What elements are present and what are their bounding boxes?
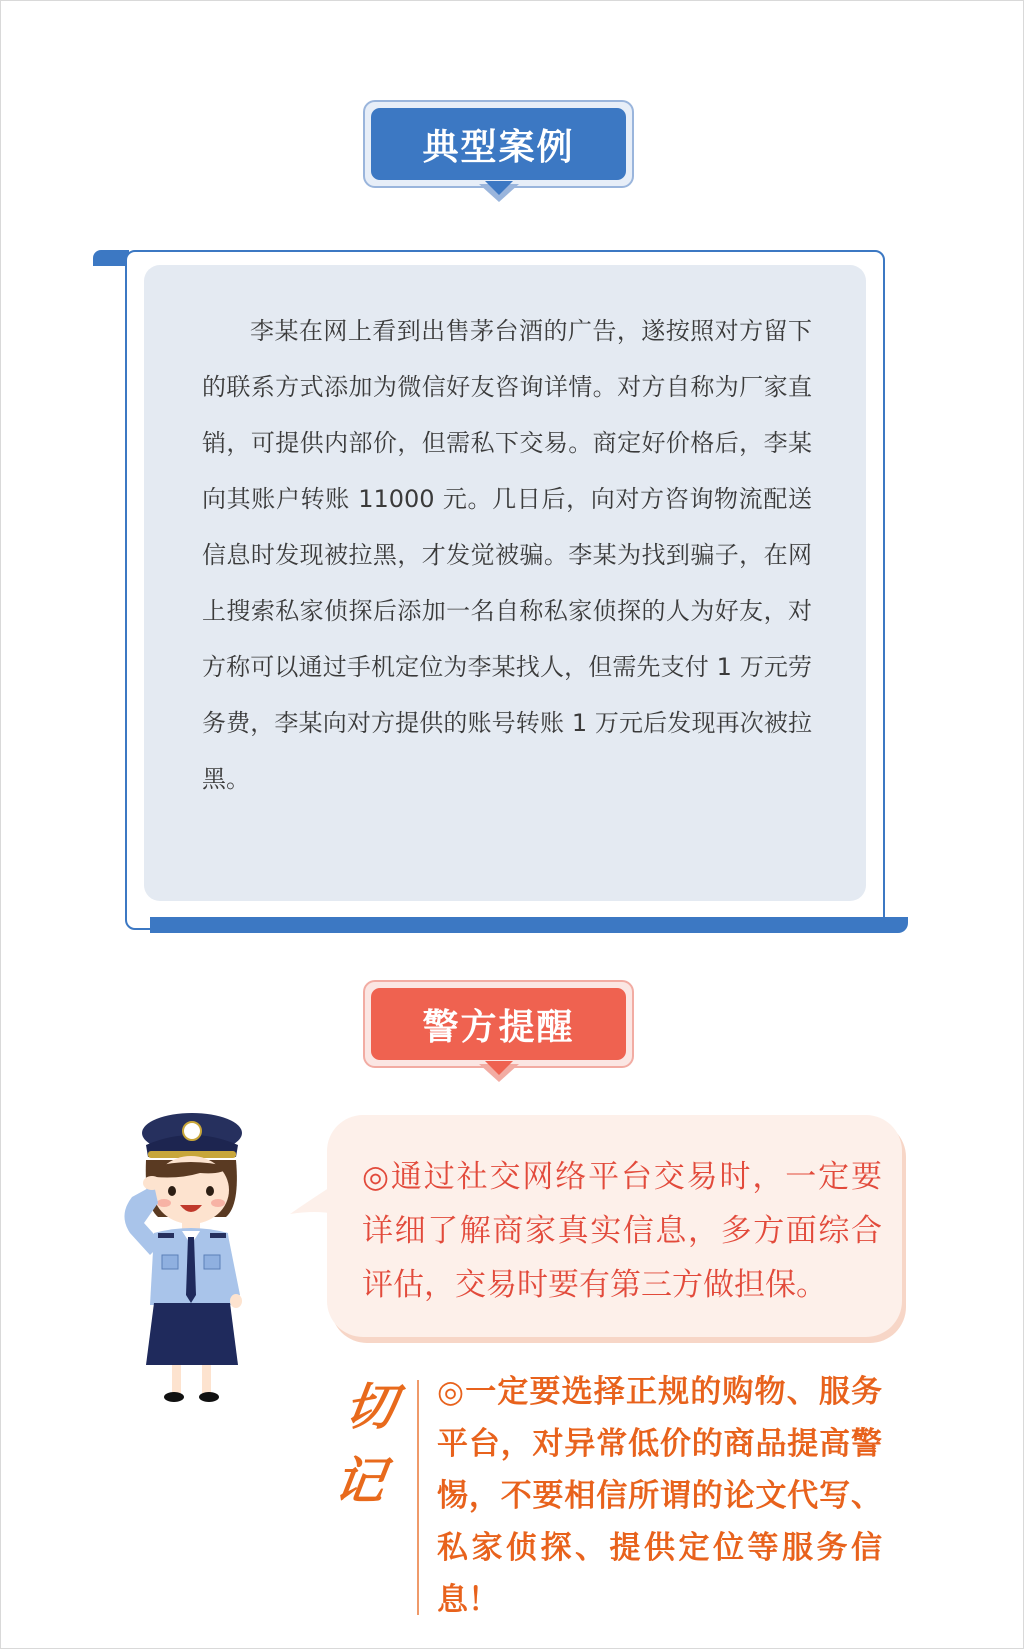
scroll-bottom-decoration [150,917,908,933]
police-title-badge [363,980,634,1068]
police-tip-text: ◎通过社交网络平台交易时，一定要详细了解商家真实信息，多方面综合评估，交易时要有第三方做担保。 [362,1159,882,1303]
police-title: 警方提醒 [371,988,626,1060]
case-title: 典型案例 [371,108,626,180]
remember-text: ◎一定要选择正规的购物、服务平台，对异常低价的商品提高警惕，不要相信所谓的论文代写、私家侦探、提供定位等服务信息！ [437,1374,882,1618]
remember-title-char-2: 记 [330,1451,390,1510]
case-title-badge [363,100,634,188]
remember-divider [417,1380,419,1615]
scroll-tab-decoration [93,250,129,266]
police-officer-illustration [110,1105,270,1405]
remember-title-char-1: 切 [341,1377,400,1436]
case-story-text: 李某在网上看到出售茅台酒的广告，遂按照对方留下的联系方式添加为微信好友咨询详情。对方自称为厂家直销，可提供内部价，但需私下交易。商定好价格后，李某向其账户转账 11000 元。几日后，向对方咨询物流配送信息时发现被拉黑，才发觉被骗。李某为找到骗子，在网上搜索私家侦探后添加一名自称私家侦探的人为好友，对方称可以通过手机定位为李某找人，但需先支付 1 万元劳务费，李某向对方提供的账号转账 1 万元后发现再次被拉黑。 [202,317,812,793]
